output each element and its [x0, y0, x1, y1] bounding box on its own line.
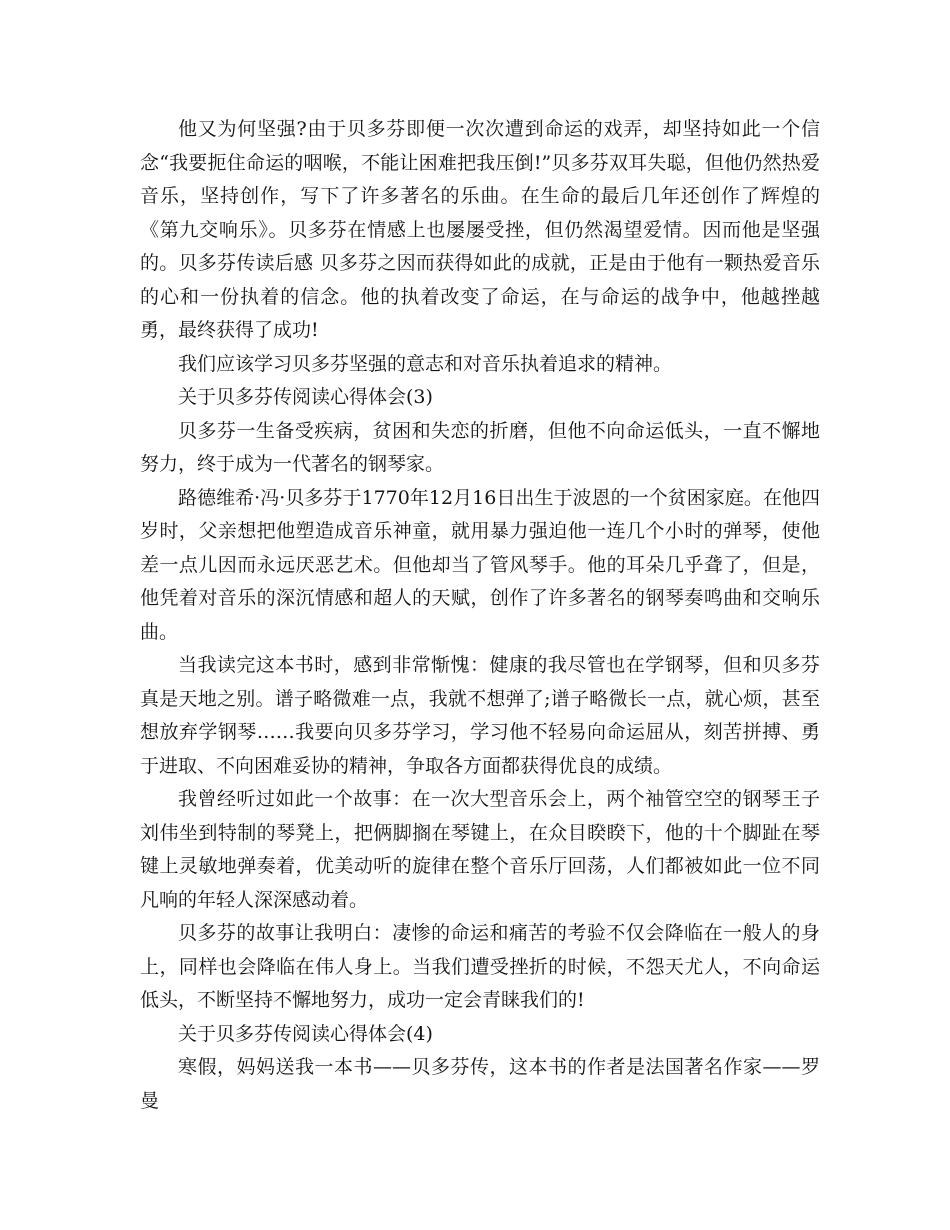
section-heading-4: 关于贝多芬传阅读心得体会(4) [178, 1022, 433, 1045]
paragraph-learn-from-beethoven: 我们应该学习贝多芬坚强的意志和对音乐执着追求的精神。 [178, 352, 673, 375]
paragraph-life-suffering: 贝多芬一生备受疾病，贫困和失恋的折磨，但他不向命运低头，一直不懈地努力，终于成为一代著名的钢琴家。 [140, 419, 820, 475]
paragraph-liu-wei-story: 我曾经听过如此一个故事：在一次大型音乐会上，两个袖管空空的钢琴王子刘伟坐到特制的琴凳上，把俩脚搁在琴键上，在众目睽睽下，他的十个脚趾在琴键上灵敏地弹奏着，优美动听的旋律在整个音乐厅回荡，人们都被如此一位不同凡响的年轻人深深感动着。 [140, 788, 820, 911]
paragraph-winter-vacation: 寒假，妈妈送我一本书——贝多芬传，这本书的作者是法国著名作家——罗曼 [140, 1056, 820, 1112]
paragraph-lesson: 贝多芬的故事让我明白：凄惨的命运和痛苦的考验不仅会降临在一般人的身上，同样也会降临在伟人身上。当我们遭受挫折的时候，不怨天尤人，不向命运低头，不断坚持不懈地努力，成功一定会青睐我们的! [140, 922, 820, 1011]
paragraph-beethoven-strength: 他又为何坚强?由于贝多芬即便一次次遭到命运的戏弄，却坚持如此一个信念“我要扼住命运的咽喉，不能让困难把我压倒!”贝多芬双耳失聪，但他仍然热爱音乐，坚持创作，写下了许多著名的乐曲。在生命的最后几年还创作了辉煌的《第九交响乐》。贝多芬在情感上也屡屡受挫，但仍然渴望爱情。因而他是坚强的。贝多芬传读后感 贝多芬之因而获得如此的成就，正是由于他有一颗热爱音乐的心和一份执着的信念。他的执着改变了命运，在与命运的战争中，他越挫越勇，最终获得了成功! [140, 118, 820, 341]
section-heading-3: 关于贝多芬传阅读心得体会(3) [178, 386, 433, 408]
paragraph-reflection-piano: 当我读完这本书时，感到非常惭愧：健康的我尽管也在学钢琴，但和贝多芬真是天地之别。谱子略微难一点，我就不想弹了;谱子略微长一点，就心烦，甚至想放弃学钢琴……我要向贝多芬学习，学习他不轻易向命运屈从，刻苦拼搏、勇于进取、不向困难妥协的精神，争取各方面都获得优良的成绩。 [140, 654, 820, 777]
paragraph-biography: 路德维希·冯·贝多芬于1770年12月16日出生于波恩的一个贫困家庭。在他四岁时，父亲想把他塑造成音乐神童，就用暴力强迫他一连几个小时的弹琴，使他差一点儿因而永远厌恶艺术。但他却当了管风琴手。他的耳朵几乎聋了，但是，他凭着对音乐的深沉情感和超人的天赋，创作了许多著名的钢琴奏鸣曲和交响乐曲。 [140, 486, 820, 643]
document-body [140, 113, 820, 1118]
